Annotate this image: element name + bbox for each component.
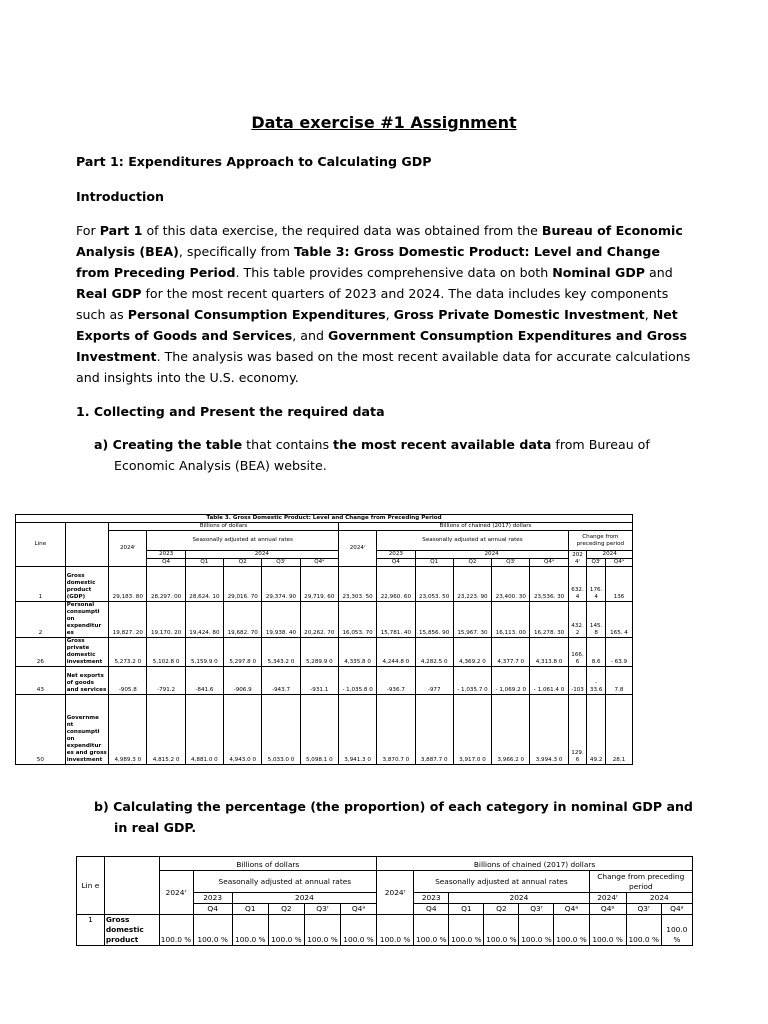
value-cell: 3,994.3 0 xyxy=(530,695,568,765)
quarter-header: Q4 xyxy=(147,559,185,567)
year-header: 2024ʳ xyxy=(109,531,147,567)
value-cell: 5,273.2 0 xyxy=(109,638,147,667)
gdp-level-table xyxy=(15,514,633,765)
table-row xyxy=(16,638,633,667)
value-cell: 100.0 % xyxy=(232,915,268,946)
value-cell: 28,624. 10 xyxy=(185,567,223,602)
value-cell: 19,827. 20 xyxy=(109,602,147,638)
value-cell: 28.1 xyxy=(605,695,632,765)
table-body xyxy=(77,915,693,946)
year-header: 2024 xyxy=(626,893,692,904)
value-cell: 5,098.1 0 xyxy=(300,695,338,765)
quarter-header: Q3ʳ xyxy=(262,559,300,567)
section1-heading: 1. Collecting and Present the required data xyxy=(76,404,385,419)
value-cell: 4,244.8 0 xyxy=(377,638,415,667)
value-cell: 8.6 xyxy=(587,638,606,667)
year-header: 2024 xyxy=(185,551,338,559)
value-cell: 165. 4 xyxy=(605,602,632,638)
line-number: 26 xyxy=(16,638,66,667)
quarter-header: Q4ᵃ xyxy=(554,904,589,915)
table-row xyxy=(16,567,633,602)
value-cell: 432. 2 xyxy=(568,602,587,638)
quarter-header: Q4ᵃ xyxy=(589,904,626,915)
table-caption: Table 3. Gross Domestic Product: Level and Change from Preceding Period xyxy=(16,515,633,523)
value-cell: 632. 4 xyxy=(568,567,587,602)
value-cell: -943.7 xyxy=(262,667,300,695)
value-cell: - 63.9 xyxy=(605,638,632,667)
row-label: Net exports of goods and services xyxy=(65,667,108,695)
value-cell: 22,960. 60 xyxy=(377,567,415,602)
table-row xyxy=(77,915,693,946)
quarter-header: Q2 xyxy=(484,904,519,915)
value-cell: 29,719. 60 xyxy=(300,567,338,602)
quarter-header: Q3ʳ xyxy=(587,559,606,567)
row-label: Gross domestic product xyxy=(104,915,159,946)
quarter-header: Q3ʳ xyxy=(492,559,530,567)
part1-heading: Part 1: Expenditures Approach to Calculating GDP xyxy=(76,154,432,169)
value-cell: 5,343.2 0 xyxy=(262,638,300,667)
line-header: Line xyxy=(16,523,66,567)
value-cell: 29,183. 80 xyxy=(109,567,147,602)
year-header: 2024 xyxy=(587,551,633,559)
value-cell: 166. 6 xyxy=(568,638,587,667)
value-cell: 28,297. 00 xyxy=(147,567,185,602)
change-header: Change from preceding period xyxy=(568,531,632,551)
line-number: 1 xyxy=(16,567,66,602)
year-header: 202 4ʳ xyxy=(568,551,587,567)
line-number: 2 xyxy=(16,602,66,638)
value-cell: - 1,069.2 0 xyxy=(492,667,530,695)
value-cell: 23,223. 90 xyxy=(453,567,491,602)
value-cell: 19,170. 20 xyxy=(147,602,185,638)
value-cell: 16,053. 70 xyxy=(338,602,376,638)
year-header: 2024 xyxy=(449,893,589,904)
item-a: a) Creating the table that contains the most recent available data from Bureau of Economic Analysis (BEA) website. xyxy=(94,437,650,473)
quarter-header: Q3ʳ xyxy=(519,904,554,915)
table-row xyxy=(16,602,633,638)
value-cell: 100.0 % xyxy=(304,915,340,946)
table-body xyxy=(16,567,633,765)
line-number: 43 xyxy=(16,667,66,695)
quarter-header: Q4ᵃ xyxy=(341,904,377,915)
row-label: Personal consumpti on expenditur es xyxy=(65,602,108,638)
value-cell: 4,369.2 0 xyxy=(453,638,491,667)
value-cell: -931.1 xyxy=(300,667,338,695)
value-cell: -791.2 xyxy=(147,667,185,695)
value-cell: 23,536. 30 xyxy=(530,567,568,602)
intro-paragraph: For Part 1 of this data exercise, the required data was obtained from the Bureau of Economic Analysis (BEA), specifically from Table 3: Gross Domestic Product: Level and Change from Preceding Period. This table provides comprehensive data on both Nominal GDP and Real GDP for the most recent quarters of 2023 and 2024. The data includes key components such as Personal Consumption Expenditures, Gross Private Domestic Investment, Net Exports of Goods and Services, and Government Consumption Expenditures and Gross Investment. The analysis was based on the most recent available data for accurate calculations and insights into the U.S. economy. xyxy=(76,223,691,385)
table-row xyxy=(16,667,633,695)
year-header: 2024ʳ xyxy=(377,871,414,915)
year-header: 2024ʳ xyxy=(589,893,626,904)
quarter-header: Q1 xyxy=(185,559,223,567)
line-number: 1 xyxy=(77,915,105,946)
quarter-header: Q4ᵃ xyxy=(300,559,338,567)
value-cell: 7.8 xyxy=(605,667,632,695)
quarter-header: Q3ʳ xyxy=(626,904,661,915)
row-label: Gross private domestic investment xyxy=(65,638,108,667)
year-header: 2023 xyxy=(193,893,232,904)
value-cell: 100.0 % xyxy=(554,915,589,946)
value-cell: -906.9 xyxy=(224,667,262,695)
value-cell: 100.0 % xyxy=(193,915,232,946)
value-cell: 5,159.9 0 xyxy=(185,638,223,667)
line-header: Lin e xyxy=(77,857,105,915)
quarter-header: Q4 xyxy=(377,559,415,567)
value-cell: 4,989.3 0 xyxy=(109,695,147,765)
gdp-percentage-table xyxy=(76,856,693,946)
chained-header: Billions of chained (2017) dollars xyxy=(338,523,632,531)
value-cell: 100.0 % xyxy=(268,915,304,946)
year-header: 2023 xyxy=(377,551,415,559)
value-cell: - 1,035.7 0 xyxy=(453,667,491,695)
quarter-header: Q4ᵃ xyxy=(605,559,632,567)
value-cell: -841.6 xyxy=(185,667,223,695)
billions-header: Billions of dollars xyxy=(159,857,377,871)
value-cell: 4,377.7 0 xyxy=(492,638,530,667)
year-header: 2024 xyxy=(232,893,376,904)
intro-heading: Introduction xyxy=(76,189,164,204)
quarter-header: Q4ᵃ xyxy=(661,904,692,915)
value-cell: 15,856. 90 xyxy=(415,602,453,638)
quarter-header: Q1 xyxy=(415,559,453,567)
value-cell: 4,282.5 0 xyxy=(415,638,453,667)
quarter-header: Q4ᵃ xyxy=(530,559,568,567)
year-header: 2023 xyxy=(147,551,185,559)
value-cell: 100.0 % xyxy=(589,915,626,946)
value-cell: 20,262. 70 xyxy=(300,602,338,638)
value-cell: 3,887.7 0 xyxy=(415,695,453,765)
year-header: 2024 xyxy=(415,551,568,559)
value-cell: 19,938. 40 xyxy=(262,602,300,638)
value-cell: 15,781. 40 xyxy=(377,602,415,638)
seasonal-header: Seasonally adjusted at annual rates xyxy=(377,531,568,551)
value-cell: 100.0 % xyxy=(449,915,484,946)
value-cell: 3,966.2 0 xyxy=(492,695,530,765)
quarter-header: Q4 xyxy=(193,904,232,915)
value-cell: 100.0 % xyxy=(626,915,661,946)
quarter-header: Q1 xyxy=(449,904,484,915)
quarter-header: Q4 xyxy=(414,904,449,915)
billions-header: Billions of dollars xyxy=(109,523,339,531)
value-cell: 100.0 % xyxy=(484,915,519,946)
value-cell: 5,297.8 0 xyxy=(224,638,262,667)
value-cell: - 1,061.4 0 xyxy=(530,667,568,695)
value-cell: 3,941.3 0 xyxy=(338,695,376,765)
value-cell: 100.0 % xyxy=(377,915,414,946)
year-header: 2024ʳ xyxy=(338,531,376,567)
value-cell: 100.0 % xyxy=(414,915,449,946)
value-cell: -103 xyxy=(568,667,587,695)
value-cell: 4,313.8 0 xyxy=(530,638,568,667)
value-cell: 100.0 % xyxy=(159,915,193,946)
value-cell: 5,102.8 0 xyxy=(147,638,185,667)
value-cell: - 1,035.8 0 xyxy=(338,667,376,695)
seasonal-header: Seasonally adjusted at annual rates xyxy=(414,871,589,893)
value-cell: 100.0 % xyxy=(519,915,554,946)
page-title: Data exercise #1 Assignment xyxy=(251,113,517,132)
value-cell: 176. 4 xyxy=(587,567,606,602)
value-cell: 19,424. 80 xyxy=(185,602,223,638)
value-cell: 129. 6 xyxy=(568,695,587,765)
year-header: 2024ʳ xyxy=(159,871,193,915)
quarter-header: Q1 xyxy=(232,904,268,915)
value-cell: 23,400. 30 xyxy=(492,567,530,602)
value-cell: 4,335.8 0 xyxy=(338,638,376,667)
year-header: 2023 xyxy=(414,893,449,904)
quarter-header: Q2 xyxy=(224,559,262,567)
value-cell: 5,289.9 0 xyxy=(300,638,338,667)
value-cell: 23,303. 50 xyxy=(338,567,376,602)
value-cell: 16,113. 00 xyxy=(492,602,530,638)
quarter-header: Q2 xyxy=(453,559,491,567)
value-cell: - 33.6 xyxy=(587,667,606,695)
value-cell: 100.0 % xyxy=(341,915,377,946)
row-label: Gross domestic product (GDP) xyxy=(65,567,108,602)
value-cell: 15,967. 30 xyxy=(453,602,491,638)
value-cell: 3,870.7 0 xyxy=(377,695,415,765)
value-cell: -936.7 xyxy=(377,667,415,695)
value-cell: 19,682. 70 xyxy=(224,602,262,638)
value-cell: 4,943.0 0 xyxy=(224,695,262,765)
value-cell: -905.8 xyxy=(109,667,147,695)
seasonal-header: Seasonally adjusted at annual rates xyxy=(193,871,377,893)
quarter-header: Q2 xyxy=(268,904,304,915)
value-cell: 5,033.0 0 xyxy=(262,695,300,765)
value-cell: 3,917.0 0 xyxy=(453,695,491,765)
value-cell: -977 xyxy=(415,667,453,695)
value-cell: 4,881.0 0 xyxy=(185,695,223,765)
value-cell: 145. 8 xyxy=(587,602,606,638)
change-header: Change from preceding period xyxy=(589,871,692,893)
value-cell: 136 xyxy=(605,567,632,602)
table-row xyxy=(16,695,633,765)
quarter-header: Q3ʳ xyxy=(304,904,340,915)
value-cell: 29,016. 70 xyxy=(224,567,262,602)
seasonal-header: Seasonally adjusted at annual rates xyxy=(147,531,338,551)
item-b: b) Calculating the percentage (the proportion) of each category in nominal GDP and in real GDP. xyxy=(94,799,693,835)
value-cell: 100.0 % xyxy=(661,915,692,946)
value-cell: 49.2 xyxy=(587,695,606,765)
value-cell: 23,053. 50 xyxy=(415,567,453,602)
value-cell: 4,815.2 0 xyxy=(147,695,185,765)
value-cell: 29,374. 90 xyxy=(262,567,300,602)
value-cell: 16,278. 30 xyxy=(530,602,568,638)
row-label: Governme nt consumpti on expenditur es and gross investment xyxy=(65,695,108,765)
line-number: 50 xyxy=(16,695,66,765)
chained-header: Billions of chained (2017) dollars xyxy=(377,857,693,871)
